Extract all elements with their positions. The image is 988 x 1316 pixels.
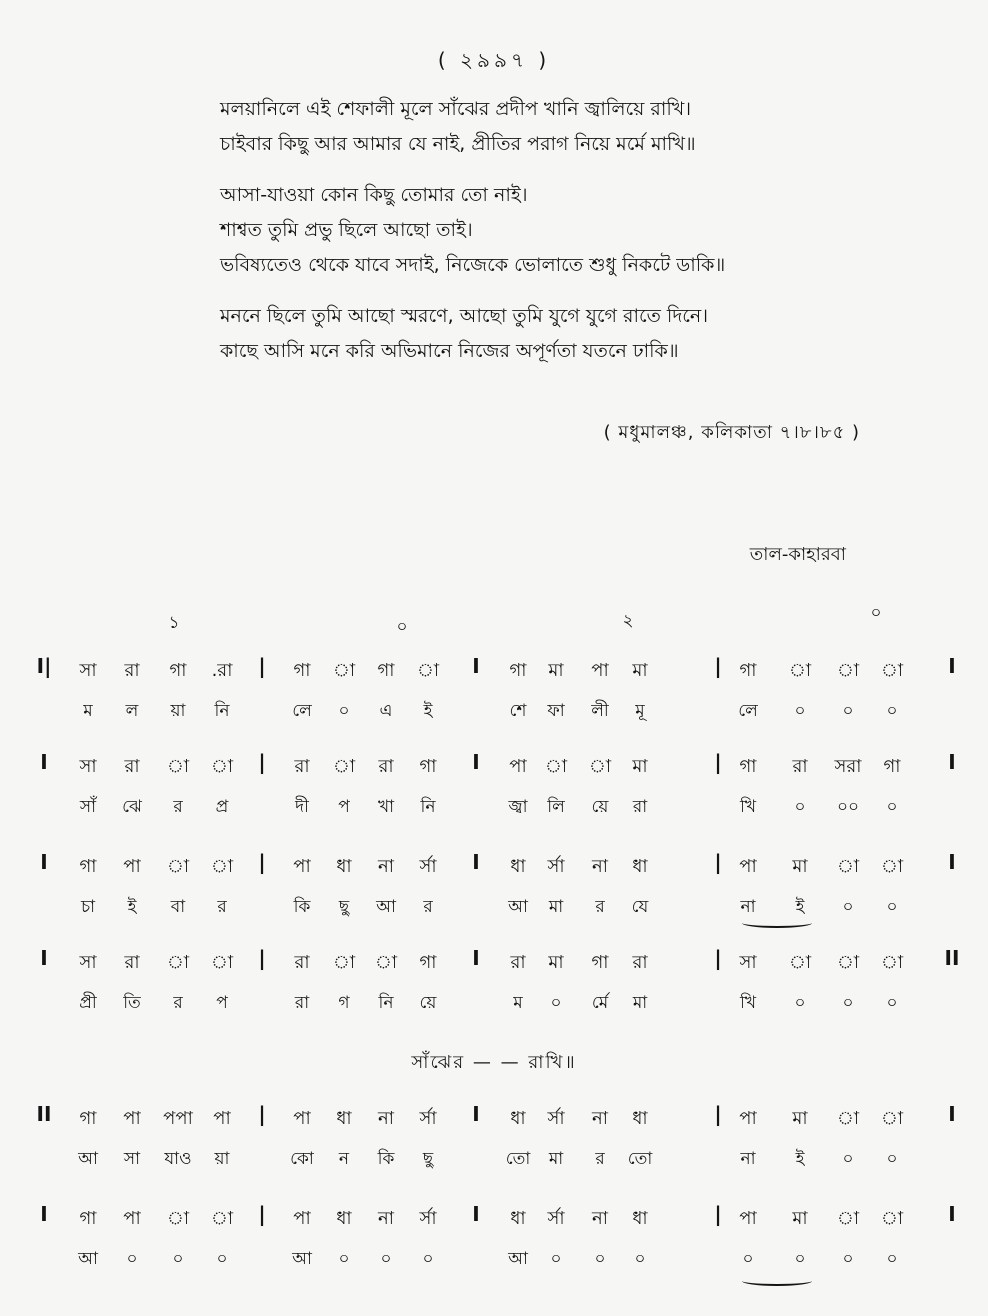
bar-line: I <box>948 850 956 874</box>
swara-note: া <box>332 756 356 777</box>
lyric-syllable: য়ে <box>419 993 437 1013</box>
lyric-syllable: ছু <box>422 1149 434 1169</box>
swara-note: রা <box>124 660 140 681</box>
lyric-syllable: লে <box>738 701 758 721</box>
lyric-syllable: য়ে <box>591 797 609 817</box>
lyric-syllable: য়া <box>214 1149 230 1169</box>
swara-note: সা <box>79 952 97 973</box>
swara-note: মা <box>792 856 808 877</box>
lyric-syllable: এ <box>379 701 393 721</box>
swara-note: া <box>544 756 568 777</box>
swara-note: র্সা <box>419 856 437 877</box>
swara-note: র্সা <box>547 1208 565 1229</box>
swara-note: া <box>166 756 190 777</box>
lyric-syllable: র <box>173 993 183 1013</box>
swara-note: রা <box>510 952 526 973</box>
lyric-syllable: কি <box>377 1149 395 1169</box>
swara-note: সরা <box>834 756 862 777</box>
swara-note: পা <box>591 660 609 681</box>
swara-note: পা <box>739 1108 757 1129</box>
swara-note: পা <box>509 756 527 777</box>
lyric-syllable: মা <box>548 897 564 917</box>
swara-note: া <box>880 1108 904 1129</box>
refrain-line: সাঁঝের — — রাখি॥ <box>411 1052 577 1073</box>
lyric-syllable: ছু <box>338 897 350 917</box>
lyric-syllable: য়া <box>170 701 186 721</box>
lyric-syllable: ই <box>127 897 137 917</box>
swara-note: র্সা <box>419 1108 437 1129</box>
swara-note: রা <box>632 952 648 973</box>
swara-note: মা <box>632 660 648 681</box>
swara-note: গা <box>79 1208 97 1229</box>
bar-line: | <box>714 946 722 970</box>
slur-mark <box>742 1276 812 1286</box>
swara-note: ধা <box>510 1208 526 1229</box>
lyric-syllable: ০ <box>794 797 806 817</box>
swara-note: গা <box>883 756 901 777</box>
swara-note: া <box>788 660 812 681</box>
lyric-syllable: লি <box>547 797 565 817</box>
lyric-syllable: ০ <box>842 701 854 721</box>
lyric-line: কাছে আসি মনে করি অভিমানে নিজের অপূর্ণতা যতনে ঢাকি॥ <box>220 340 679 362</box>
lyric-syllable: মা <box>548 1149 564 1169</box>
lyric-syllable: খি <box>739 993 757 1013</box>
lyric-syllable: ০ <box>842 1249 854 1269</box>
swara-note: া <box>880 660 904 681</box>
lyric-syllable: ০ <box>886 897 898 917</box>
lyric-syllable: প্রী <box>79 993 97 1013</box>
lyric-syllable: ম <box>83 701 93 721</box>
lyric-syllable: র <box>217 897 227 917</box>
bar-line: I <box>40 750 48 774</box>
swara-note: রা <box>124 952 140 973</box>
lyric-syllable: ০ <box>794 993 806 1013</box>
bar-line: | <box>714 750 722 774</box>
lyric-syllable: ঝে <box>122 797 142 817</box>
bar-line: | <box>714 654 722 678</box>
swara-note: না <box>378 1108 394 1129</box>
swara-note: সা <box>79 660 97 681</box>
swara-note: গা <box>419 952 437 973</box>
song-number: ( ২৯৯৭ ) <box>437 48 551 72</box>
swara-note: পা <box>739 856 757 877</box>
lyric-syllable: ০০ <box>836 797 860 817</box>
swara-note: না <box>592 1108 608 1129</box>
lyric-syllable: কো <box>290 1149 314 1169</box>
beat-marker: ২ <box>622 611 634 631</box>
swara-note: না <box>378 856 394 877</box>
swara-note: গা <box>419 756 437 777</box>
lyric-syllable: আ <box>78 1149 98 1169</box>
swara-note: পা <box>293 1208 311 1229</box>
bar-line: I <box>472 1102 480 1126</box>
lyric-syllable: তো <box>627 1149 653 1169</box>
lyric-line: শাশ্বত তুমি প্রভু ছিলে আছো তাই। <box>220 219 473 241</box>
swara-note: া <box>166 952 190 973</box>
swara-note: মা <box>548 952 564 973</box>
swara-note: া <box>210 756 234 777</box>
beat-marker: ০ <box>870 603 882 623</box>
lyric-syllable: ০ <box>886 701 898 721</box>
bar-line: II <box>944 946 960 970</box>
lyric-syllable: ০ <box>172 1249 184 1269</box>
swara-note: পা <box>739 1208 757 1229</box>
lyric-syllable: চা <box>80 897 96 917</box>
bar-line: I <box>472 946 480 970</box>
bar-line: I <box>40 1202 48 1226</box>
swara-note: া <box>210 856 234 877</box>
swara-note: া <box>836 1208 860 1229</box>
swara-note: া <box>588 756 612 777</box>
lyric-syllable: খি <box>739 797 757 817</box>
swara-note: পা <box>293 1108 311 1129</box>
swara-note: ধা <box>510 856 526 877</box>
bar-line: I <box>948 1102 956 1126</box>
composition-source: ( মধুমালঞ্চ, কলিকাতা ৭।৮।৮৫ ) <box>603 422 860 443</box>
swara-note: পা <box>123 856 141 877</box>
lyric-syllable: লী <box>591 701 609 721</box>
swara-note: া <box>416 660 440 681</box>
lyric-line: মননে ছিলে তুমি আছো স্মরণে, আছো তুমি যুগে যুগে রাতে দিনে। <box>220 305 709 327</box>
swara-note: রা <box>294 756 310 777</box>
swara-note: গা <box>79 1108 97 1129</box>
lyric-syllable: ০ <box>634 1249 646 1269</box>
swara-note: গা <box>169 660 187 681</box>
lyric-syllable: শে <box>509 701 527 721</box>
swara-note: গা <box>739 660 757 681</box>
beat-marker: ০ <box>396 617 408 637</box>
swara-note: রা <box>294 952 310 973</box>
swara-note: া <box>166 1208 190 1229</box>
lyric-syllable: ফা <box>547 701 565 721</box>
lyric-syllable: যে <box>631 897 649 917</box>
swara-note: সা <box>79 756 97 777</box>
swara-note: া <box>332 660 356 681</box>
lyric-syllable: গ <box>338 993 350 1013</box>
lyric-syllable: ই <box>423 701 433 721</box>
bar-line: I <box>40 850 48 874</box>
bar-line: I| <box>36 654 52 678</box>
lyric-syllable: ০ <box>842 1149 854 1169</box>
lyric-syllable: মূ <box>635 701 645 721</box>
lyric-syllable: ০ <box>886 1149 898 1169</box>
lyric-syllable: খা <box>377 797 395 817</box>
lyric-syllable: প <box>338 797 350 817</box>
swara-note: ধা <box>510 1108 526 1129</box>
lyric-syllable: ০ <box>338 1249 350 1269</box>
lyric-syllable: রা <box>632 797 648 817</box>
bar-line: | <box>258 750 266 774</box>
lyric-syllable: প্র <box>215 797 229 817</box>
lyric-syllable: র <box>173 797 183 817</box>
lyric-syllable: ০ <box>842 897 854 917</box>
swara-note: রা <box>378 756 394 777</box>
swara-note: মা <box>792 1108 808 1129</box>
lyric-syllable: তি <box>123 993 141 1013</box>
lyric-syllable: ই <box>795 1149 805 1169</box>
swara-note: গা <box>591 952 609 973</box>
swara-note: া <box>210 1208 234 1229</box>
lyric-syllable: আ <box>292 1249 312 1269</box>
swara-note: ধা <box>336 1208 352 1229</box>
swara-note: ধা <box>336 856 352 877</box>
lyric-syllable: ০ <box>422 1249 434 1269</box>
lyric-syllable: ০ <box>550 1249 562 1269</box>
swara-note: গা <box>293 660 311 681</box>
bar-line: | <box>714 850 722 874</box>
lyric-syllable: নি <box>420 797 436 817</box>
lyric-syllable: ল <box>125 701 139 721</box>
lyric-syllable: র <box>423 897 433 917</box>
bar-line: II <box>36 1102 52 1126</box>
lyric-syllable: আ <box>376 897 396 917</box>
lyric-line: আসা-যাওয়া কোন কিছু তোমার তো নাই। <box>220 184 528 206</box>
swara-note: পা <box>123 1108 141 1129</box>
lyric-syllable: জ্বা <box>508 797 528 817</box>
swara-note: া <box>332 952 356 973</box>
lyric-line: চাইবার কিছু আর আমার যে নাই, প্রীতির পরাগ নিয়ে মর্মে মাখি॥ <box>220 133 696 155</box>
swara-note: া <box>836 952 860 973</box>
swara-note: ধা <box>632 1208 648 1229</box>
taal-label: তাল-কাহারবা <box>749 544 846 565</box>
beat-marker: ১ <box>168 613 180 633</box>
swara-note: গা <box>509 660 527 681</box>
swara-note: া <box>880 1208 904 1229</box>
swara-note: া <box>788 952 812 973</box>
bar-line: I <box>948 654 956 678</box>
swara-note: .রা <box>211 660 233 681</box>
swara-note: র্সা <box>547 856 565 877</box>
lyric-syllable: প <box>216 993 228 1013</box>
swara-note: া <box>166 856 190 877</box>
slur-mark <box>742 918 812 928</box>
swara-note: া <box>880 952 904 973</box>
lyric-syllable: র <box>595 897 605 917</box>
bar-line: | <box>714 1102 722 1126</box>
lyric-syllable: মা <box>632 993 648 1013</box>
lyric-syllable: না <box>740 1149 756 1169</box>
bar-line: | <box>258 946 266 970</box>
lyric-syllable: যাও <box>164 1149 192 1169</box>
swara-note: গা <box>79 856 97 877</box>
lyric-syllable: ০ <box>126 1249 138 1269</box>
lyric-syllable: ০ <box>794 1249 806 1269</box>
swara-note: না <box>378 1208 394 1229</box>
lyric-syllable: ০ <box>338 701 350 721</box>
swara-note: র্সা <box>419 1208 437 1229</box>
swara-note: না <box>592 856 608 877</box>
lyric-line: ভবিষ্যতেও থেকে যাবে সদাই, নিজেকে ভোলাতে শুধু নিকটে ডাকি॥ <box>220 254 726 276</box>
lyric-syllable: ০ <box>794 701 806 721</box>
swara-note: র্সা <box>547 1108 565 1129</box>
swara-note: ধা <box>336 1108 352 1129</box>
lyric-syllable: ০ <box>216 1249 228 1269</box>
lyric-syllable: ০ <box>886 1249 898 1269</box>
lyric-syllable: ই <box>795 897 805 917</box>
swara-note: পা <box>123 1208 141 1229</box>
swara-note: মা <box>792 1208 808 1229</box>
swara-note: পপা <box>163 1108 193 1129</box>
swara-note: পা <box>293 856 311 877</box>
swara-note: রা <box>792 756 808 777</box>
bar-line: I <box>948 750 956 774</box>
lyric-syllable: র্মে <box>591 993 609 1013</box>
bar-line: I <box>472 1202 480 1226</box>
swara-note: সা <box>739 952 757 973</box>
lyric-syllable: বা <box>170 897 186 917</box>
lyric-syllable: না <box>740 897 756 917</box>
swara-note: ধা <box>632 1108 648 1129</box>
bar-line: | <box>258 654 266 678</box>
lyric-syllable: ০ <box>742 1249 754 1269</box>
swara-note: রা <box>124 756 140 777</box>
lyric-syllable: নি <box>378 993 394 1013</box>
bar-line: | <box>258 1202 266 1226</box>
lyric-syllable: নি <box>214 701 230 721</box>
bar-line: I <box>472 850 480 874</box>
swara-note: া <box>210 952 234 973</box>
swara-note: না <box>592 1208 608 1229</box>
swara-note: া <box>836 660 860 681</box>
bar-line: I <box>948 1202 956 1226</box>
bar-line: | <box>258 850 266 874</box>
lyric-syllable: দী <box>295 797 309 817</box>
lyric-syllable: ০ <box>594 1249 606 1269</box>
swara-note: গা <box>739 756 757 777</box>
lyric-syllable: আ <box>78 1249 98 1269</box>
swara-note: গা <box>377 660 395 681</box>
bar-line: | <box>258 1102 266 1126</box>
swara-note: া <box>836 1108 860 1129</box>
swara-note: পা <box>213 1108 231 1129</box>
lyric-syllable: ০ <box>842 993 854 1013</box>
bar-line: I <box>40 946 48 970</box>
lyric-syllable: ০ <box>886 797 898 817</box>
lyric-syllable: ন <box>338 1149 350 1169</box>
lyric-syllable: রা <box>294 993 310 1013</box>
bar-line: I <box>472 654 480 678</box>
bar-line: I <box>472 750 480 774</box>
lyric-syllable: আ <box>508 897 528 917</box>
lyric-syllable: ০ <box>886 993 898 1013</box>
swara-note: ধা <box>632 856 648 877</box>
lyric-syllable: র <box>595 1149 605 1169</box>
lyric-syllable: ০ <box>380 1249 392 1269</box>
swara-note: া <box>880 856 904 877</box>
bar-line: | <box>714 1202 722 1226</box>
swara-note: া <box>836 856 860 877</box>
swara-note: া <box>374 952 398 973</box>
lyric-syllable: ০ <box>550 993 562 1013</box>
lyric-syllable: তো <box>505 1149 531 1169</box>
swara-note: মা <box>548 660 564 681</box>
lyric-syllable: লে <box>292 701 312 721</box>
lyric-syllable: কি <box>293 897 311 917</box>
swara-note: মা <box>632 756 648 777</box>
lyric-syllable: সা <box>123 1149 141 1169</box>
lyric-line: মলয়ানিলে এই শেফালী মূলে সাঁঝের প্রদীপ খানি জ্বালিয়ে রাখি। <box>220 98 692 120</box>
lyric-syllable: ম <box>513 993 523 1013</box>
lyric-syllable: সাঁ <box>79 797 97 817</box>
lyric-syllable: আ <box>508 1249 528 1269</box>
